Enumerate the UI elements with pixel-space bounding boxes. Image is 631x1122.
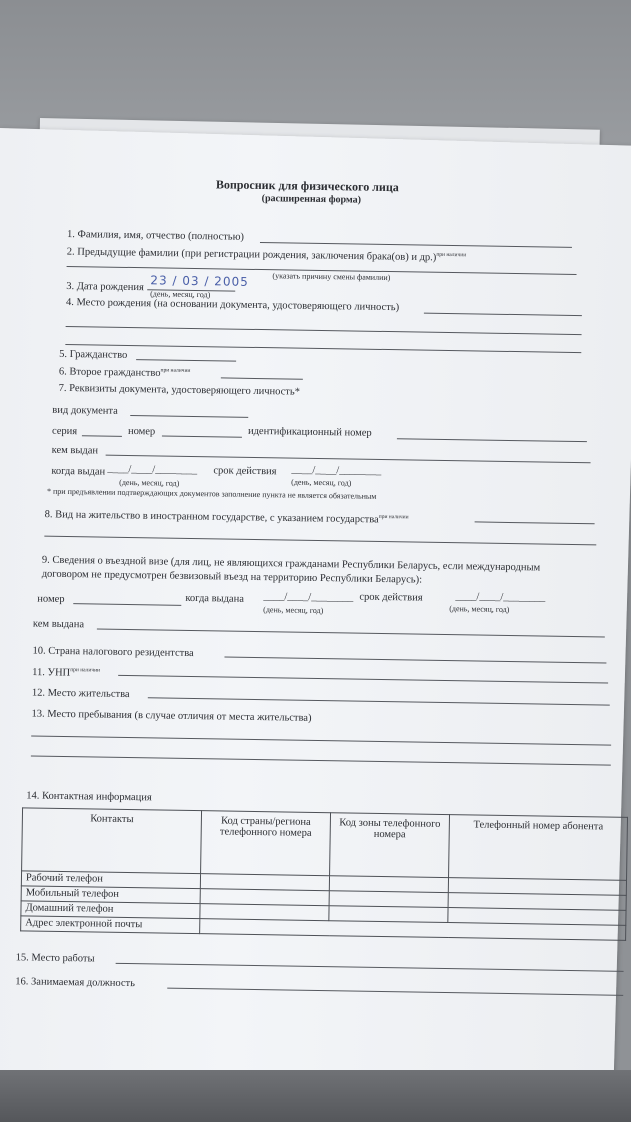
q7-note: * при предъявлении подтверждающих документов заполнение пункта не является обязательным — [46, 486, 377, 501]
q7-validity-label: срок действия — [213, 465, 277, 478]
q4-field-3[interactable] — [65, 344, 581, 353]
q13-field[interactable] — [31, 735, 611, 745]
q9-issued-when-hint: (день, месяц, год) — [263, 605, 324, 616]
q8-field[interactable] — [475, 521, 595, 524]
q6-label: 6. Второе гражданство$^{при наличии}$ — [58, 366, 191, 379]
q10-label: 10. Страна налогового резидентства — [32, 645, 194, 660]
q14-label: 14. Контактная информация — [26, 790, 152, 804]
contacts-table — [20, 807, 628, 941]
q13-label: 13. Место пребывания (в случае отличия от места жительства) — [31, 708, 312, 724]
q7-id-number-field[interactable] — [397, 438, 587, 442]
q11-label: 11. $УНП^{при наличии}$ — [32, 666, 101, 679]
q7-id-number-label: идентификационный номер — [247, 425, 372, 439]
q9-issued-by-label: кем выдана — [32, 618, 85, 631]
row-label-home-phone: Домашний телефон — [21, 901, 200, 919]
q16-field[interactable] — [167, 988, 623, 996]
q9-issued-when-label: когда выдана — [185, 592, 244, 605]
q9-validity-label: срок действия — [359, 591, 423, 604]
header-area-code: Код зоны телефонного номера — [330, 813, 450, 878]
q10-field[interactable] — [224, 657, 606, 664]
q12-field[interactable] — [148, 697, 610, 705]
q3-label: 3. Дата рождения — [66, 280, 144, 294]
contacts-header-row — [22, 808, 628, 880]
q3-hint: (день, месяц, год) — [150, 289, 211, 300]
q7-doc-type-field[interactable] — [130, 415, 248, 418]
q4-field[interactable] — [424, 313, 582, 316]
q7-issued-by-field[interactable] — [106, 455, 591, 464]
q7-issued-when-field[interactable]: ____/____/________ — [107, 463, 198, 477]
q9-number-field[interactable] — [73, 603, 181, 606]
q5-field[interactable] — [136, 359, 236, 362]
q15-label: 15. Место работы — [15, 952, 95, 965]
header-contacts: Контакты — [22, 808, 202, 874]
q11-field[interactable] — [118, 675, 608, 684]
q7-label: 7. Реквизиты документа, удостоверяющего личность* — [58, 382, 301, 398]
q13-field-2[interactable] — [31, 755, 611, 765]
q7-series-field[interactable] — [82, 435, 122, 437]
q7-number-label: номер — [127, 425, 156, 438]
q16-label: 16. Занимаемая должность — [15, 976, 136, 990]
q7-doc-type-label: вид документа — [52, 404, 118, 417]
q8-label: 8. Вид на жительство в иностранном государстве, с указанием государства$^{при наличии}$ — [44, 509, 409, 526]
q1-field[interactable] — [260, 242, 572, 248]
q1-label: 1. Фамилия, имя, отчество (полностью) — [66, 228, 245, 243]
q9-number-label: номер — [37, 593, 65, 605]
header-subscriber-number: Телефонный номер абонента — [449, 815, 628, 881]
form-subtitle: (расширенная форма) — [261, 193, 362, 206]
q5-label: 5. Гражданство — [59, 348, 128, 361]
q7-issued-when-hint: (день, месяц, год) — [119, 477, 180, 488]
q7-number-field[interactable] — [162, 436, 242, 438]
q9-label-line2: договором не предусмотрен безвизовый въезд на территорию Республики Беларусь): — [41, 568, 423, 586]
q2-label: 2. Предыдущие фамилии (при регистрации рождения, заключения брака(ов) и др.)$^{при наличии}$ — [66, 246, 467, 264]
background-bottom — [0, 1070, 631, 1122]
q9-issued-when-field[interactable]: ____/____/________ — [263, 591, 354, 604]
q9-issued-by-field[interactable] — [97, 629, 605, 638]
q6-field[interactable] — [221, 377, 303, 379]
q9-validity-hint: (день, месяц, год) — [449, 604, 510, 614]
row-label-email: Адрес электронной почты — [21, 916, 200, 934]
q15-field[interactable] — [116, 963, 624, 972]
q12-label: 12. Место жительства — [31, 687, 130, 701]
q8-field-2[interactable] — [44, 536, 596, 546]
q7-issued-by-label: кем выдан — [51, 444, 99, 457]
header-country-code: Код страны/региона телефонного номера — [201, 811, 331, 876]
q7-issued-when-label: когда выдан — [51, 465, 106, 478]
q7-series-label: серия — [51, 425, 78, 438]
birth-date-handwritten[interactable]: 23 / 03 / 2005 — [150, 273, 249, 289]
row-label-mobile-phone: Мобильный телефон — [21, 886, 200, 904]
q4-field-2[interactable] — [66, 326, 582, 335]
q9-validity-field[interactable]: ____/____/________ — [455, 591, 546, 604]
q4-label: 4. Место рождения (на основании документа, удостоверяющего личность) — [65, 296, 400, 314]
q9-label-line1: 9. Сведения о въездной визе (для лиц, не являющихся гражданами Республики Беларусь, если международным — [41, 554, 541, 574]
row-label-work-phone: Рабочий телефон — [21, 871, 200, 889]
form-title: Вопросник для физического лица — [215, 177, 399, 195]
q7-validity-hint: (день, месяц, год) — [291, 477, 352, 488]
q2-hint: (указать причину смены фамилии) — [272, 271, 391, 283]
q7-validity-field[interactable]: ____/____/________ — [291, 464, 382, 477]
